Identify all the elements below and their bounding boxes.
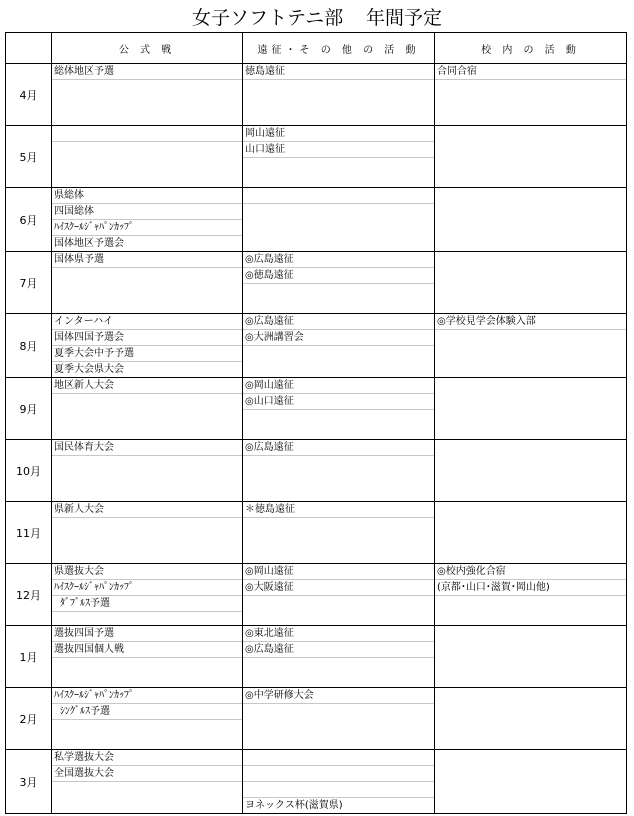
official-entry: 県新人大会 <box>52 502 242 518</box>
school-cell <box>435 502 627 564</box>
school-cell <box>435 564 627 626</box>
month-row <box>6 502 627 564</box>
school-entry: ◎学校見学会体験入部 <box>435 314 626 330</box>
expedition-cell <box>243 314 435 378</box>
expedition-entry: 岡山遠征 <box>243 126 434 142</box>
header-month <box>6 33 52 64</box>
expedition-entry: ◎山口遠征 <box>243 394 434 410</box>
month-row <box>6 188 627 252</box>
official-entry: 総体地区予選 <box>52 64 242 80</box>
official-entry: 県選抜大会 <box>52 564 242 580</box>
official-entry: 国体県予選 <box>52 252 242 268</box>
expedition-cell <box>243 64 435 126</box>
school-cell <box>435 688 627 750</box>
official-cell <box>52 440 243 502</box>
official-entry: 全国選抜大会 <box>52 766 242 782</box>
expedition-entry <box>243 766 434 782</box>
expedition-entry: ＊徳島遠征 <box>243 502 434 518</box>
title-sub: 年間予定 <box>366 7 443 29</box>
expedition-cell <box>243 126 435 188</box>
month-label: 8月 <box>6 314 52 378</box>
school-cell <box>435 750 627 814</box>
official-cell <box>52 188 243 252</box>
expedition-cell <box>243 688 435 750</box>
school-entry: ◎校内強化合宿 <box>435 564 626 580</box>
official-entry: ﾊｲｽｸｰﾙｼﾞｬﾊﾟﾝｶｯﾌﾟ <box>52 580 242 596</box>
official-entry: 県総体 <box>52 188 242 204</box>
month-row <box>6 64 627 126</box>
official-cell <box>52 252 243 314</box>
month-label: 5月 <box>6 126 52 188</box>
official-entry: ﾊｲｽｸｰﾙｼﾞｬﾊﾟﾝｶｯﾌﾟ <box>52 220 242 236</box>
expedition-entry: ◎広島遠征 <box>243 642 434 658</box>
month-row <box>6 750 627 814</box>
official-cell <box>52 314 243 378</box>
expedition-cell <box>243 626 435 688</box>
month-row <box>6 126 627 188</box>
official-entry: 夏季大会県大会 <box>54 364 124 375</box>
expedition-entry: ◎広島遠征 <box>243 440 434 456</box>
expedition-entry: ◎岡山遠征 <box>243 564 434 580</box>
header-expedition: 遠征・そ の 他 の 活 動 <box>243 33 435 64</box>
month-label: 7月 <box>6 252 52 314</box>
header-school: 校 内 の 活 動 <box>435 33 627 64</box>
official-cell <box>52 126 243 188</box>
school-cell <box>435 188 627 252</box>
expedition-cell <box>243 750 435 814</box>
schedule-body <box>6 64 627 814</box>
official-entry: ﾀﾞﾌﾞﾙｽ予選 <box>52 596 242 612</box>
official-cell <box>52 688 243 750</box>
expedition-entry: ◎広島遠征 <box>243 314 434 330</box>
month-row <box>6 626 627 688</box>
official-entry: 私学選抜大会 <box>52 750 242 766</box>
expedition-entry: ヨネックス杯(滋賀県) <box>245 800 343 811</box>
page-title <box>0 6 634 30</box>
school-entry: (京都･山口･滋賀･岡山他) <box>435 580 626 596</box>
official-entry: 選抜四国個人戦 <box>52 642 242 658</box>
expedition-entry: ◎広島遠征 <box>243 252 434 268</box>
header-official: 公 式 戦 <box>52 33 243 64</box>
expedition-cell <box>243 378 435 440</box>
school-cell <box>435 314 627 378</box>
official-entry: インターハイ <box>52 314 242 330</box>
official-entry: 四国総体 <box>52 204 242 220</box>
official-cell <box>52 64 243 126</box>
month-label: 2月 <box>6 688 52 750</box>
official-entry: 地区新人大会 <box>52 378 242 394</box>
expedition-entry: ◎東北遠征 <box>243 626 434 642</box>
month-label: 3月 <box>6 750 52 814</box>
school-cell <box>435 126 627 188</box>
expedition-entry: ◎中学研修大会 <box>243 688 434 704</box>
expedition-cell <box>243 502 435 564</box>
expedition-entry: ◎大阪遠征 <box>243 580 434 596</box>
month-row <box>6 564 627 626</box>
month-label: 9月 <box>6 378 52 440</box>
expedition-entry: 徳島遠征 <box>243 64 434 80</box>
expedition-entry <box>243 782 434 798</box>
header-row <box>6 33 627 64</box>
official-entry: 選抜四国予選 <box>52 626 242 642</box>
official-entry: ｼﾝｸﾞﾙｽ予選 <box>52 704 242 720</box>
official-cell <box>52 564 243 626</box>
official-entry: ﾊｲｽｸｰﾙｼﾞｬﾊﾟﾝｶｯﾌﾟ <box>52 688 242 704</box>
school-entry: 合同合宿 <box>435 64 626 80</box>
school-cell <box>435 252 627 314</box>
month-label: 6月 <box>6 188 52 252</box>
expedition-entry: ◎岡山遠征 <box>243 378 434 394</box>
expedition-entry: 山口遠征 <box>243 142 434 158</box>
school-cell <box>435 64 627 126</box>
official-entry: 国体四国予選会 <box>52 330 242 346</box>
title-main: 女子ソフトテニ部 <box>192 7 344 29</box>
schedule-table <box>5 32 627 814</box>
expedition-entry: ◎大洲講習会 <box>243 330 434 346</box>
official-cell <box>52 378 243 440</box>
month-label: 1月 <box>6 626 52 688</box>
month-row <box>6 252 627 314</box>
month-label: 4月 <box>6 64 52 126</box>
month-row <box>6 440 627 502</box>
expedition-cell <box>243 564 435 626</box>
expedition-cell <box>243 252 435 314</box>
official-entry: 夏季大会中予予選 <box>52 346 242 362</box>
expedition-entry <box>243 750 434 766</box>
official-entry: 国体地区予選会 <box>54 238 124 249</box>
month-label: 10月 <box>6 440 52 502</box>
expedition-entry: ◎徳島遠征 <box>243 268 434 284</box>
month-row <box>6 314 627 378</box>
month-row <box>6 688 627 750</box>
official-cell <box>52 626 243 688</box>
school-cell <box>435 440 627 502</box>
school-cell <box>435 626 627 688</box>
expedition-cell <box>243 440 435 502</box>
official-cell <box>52 502 243 564</box>
month-row <box>6 378 627 440</box>
official-cell <box>52 750 243 814</box>
school-cell <box>435 378 627 440</box>
expedition-cell <box>243 188 435 252</box>
official-entry: 国民体育大会 <box>52 440 242 456</box>
month-label: 11月 <box>6 502 52 564</box>
month-label: 12月 <box>6 564 52 626</box>
